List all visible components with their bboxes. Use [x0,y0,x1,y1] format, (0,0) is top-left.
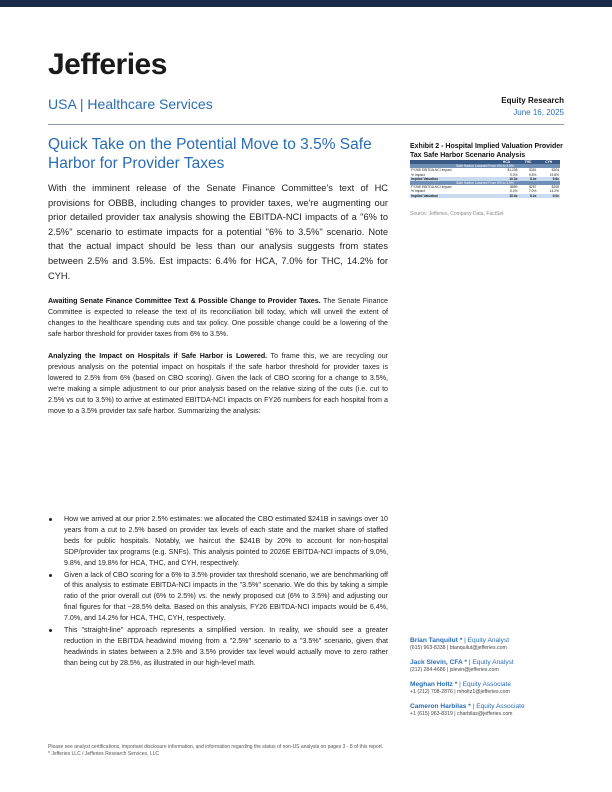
row-label: Implied Valuation [410,177,494,181]
table-cell: 9.0% [509,172,518,177]
analyst-contact[interactable]: +1 (615) 963-8319 | charbilas@jefferies.com [410,711,513,717]
header-cell: HCA [494,160,518,164]
row-label: FY26E EBITDA-NCI Impact [411,185,452,190]
table-cell: 8.4x [519,177,538,181]
analyst-entry [410,702,570,718]
table-cell: $351 [529,168,537,173]
exhibit-table [410,160,560,198]
paragraph-analyzing-body: To frame this, we are recycling our previous analysis on the potential impact on hospitals if the safe harbor threshold for provider taxes is lowered to 2.5% from 6% (based on CBO scoring). Given the lack of CBO scoring for a change to 3.5%, we're making a simple adjustment to our prior analysis based on the relative sizing of the cuts (i.e. cut to 2.5% vs cut to 3.5%) to arrive at estimated EBITDA-NCI impacts on FY26 numbers for each hospital from a move to a 3.5% provider tax safe harbor. Summarizing the analysis: [48,352,388,415]
paragraph-analyzing [48,351,388,416]
header-cell: THC [519,160,538,164]
table-cell: 10.3x [494,177,518,181]
paragraph-awaiting [48,296,388,340]
disclaimer-line: * Jefferies LLC / Jefferies Research Services, LLC [48,751,159,757]
table-cell: $1,208 [507,168,518,173]
bullet-text: How we arrived at our prior 2.5% estimates: we allocated the CBO estimated $241B in savings over 10 years from a cut to 2.5% based on provider tax levels of each state and the market share of staffed beds for public hospitals. Notably, we haircut the $241B by 20% to account for non-hospital SDP/provider tax programs (e.g. SNFs). This analysis pointed to 2026E EBITDA-NCI impacts of 9.0%, 9.8%, and 19.8% for HCA, THC, and CYH, respectively. [64,515,388,567]
analyst-contact[interactable]: (212) 284-4686 | jslevin@jefferies.com [410,667,499,673]
row-label: % Impact [411,172,425,177]
section-label: Safe Harbor Lowered From 6% to 3.5% [410,181,560,185]
table-cell: 19.8% [549,172,559,177]
row-label: Implied Valuation [410,194,494,198]
bullet-text: Given a lack of CBO scoring for a 6% to 3.5% provider tax threshold scenario, we are benchmarking off of this analysis to estimate EBITDA-NCI impacts in the "3.5%" scenario. We do this by taking a simple ratio of the prior overall cut (6% to 2.5%) vs. the newly proposed cut (6% to 3.5%) and adjusting our final figures for that ~28.5% delta. Based on this analysis, FY26 EBITDA-NCI impacts would be 6.4%, 7.0%, and 14.2% for HCA, THC, CYH, respectively. [64,570,388,623]
table-cell: 9.8% [528,172,537,177]
table-cell: 8.2x [519,194,538,198]
header-divider [48,124,564,125]
table-row [410,194,560,198]
disclaimer-line: Please see analyst certifications, important disclosure information, and information regarding the status of non-US analysts on pages 3 - 8 of this report. [48,744,384,750]
jefferies-logo: Jefferies [48,48,167,81]
table-cell: $208 [551,185,559,190]
disclaimer [48,744,564,758]
exhibit-source: Source: Jefferies, Company Data, FactSet [410,211,504,217]
analyst-list [410,636,570,724]
analyst-entry [410,680,570,696]
paragraph-awaiting-body: The Senate Finance Committee is expected to release the text of its reconciliation bill today, which will unveil the extent of changes to the healthcare spending cuts and tax policy. One possible change could be a lowering of the safe harbor threshold for provider taxes from 6% to 3.5%. [48,297,388,338]
bullet-dot-icon [49,629,52,632]
report-date: June 16, 2025 [513,108,564,117]
analyst-name: Meghan Holtz * [410,681,458,688]
report-title: Quick Take on the Potential Move to 3.5% Safe Harbor for Provider Taxes [48,136,372,172]
table-cell: 9.0x [537,194,560,198]
paragraph-awaiting-heading: Awaiting Senate Finance Committee Text & Possible Change to Provider Taxes. [48,297,321,305]
analyst-name: Jack Slevin, CFA * [410,659,467,666]
analyst-role: | Equity Analyst [468,659,514,666]
analyst-entry [410,636,570,652]
analyst-name: Brian Tanquilut * [410,637,463,644]
bullet-dot-icon [49,518,52,521]
bullet-dot-icon [49,574,52,577]
paragraph-analyzing-heading: Analyzing the Impact on Hospitals if Safe Harbor is Lowered. [48,352,268,360]
table-cell: $304 [551,168,559,173]
table-cell: $257 [529,185,537,190]
exhibit-title: Exhibit 2 - Hospital Implied Valuation Provider Tax Safe Harbor Scenario Analysis [410,143,563,159]
table-cell: $859 [510,185,518,190]
table-cell: 14.2% [549,189,559,194]
table-cell: 9.6x [537,177,560,181]
analyst-entry [410,658,570,674]
analyst-role: | Equity Associate [472,703,525,710]
table-cell: 10.0x [494,194,518,198]
table-cell: 6.4% [509,189,518,194]
sector-label: USA | Healthcare Services [48,96,213,112]
header-cell: CYH [537,160,560,164]
row-label: FY26E EBITDA-NCI Impact [411,168,452,173]
row-label: % Impact [411,189,425,194]
top-bar [0,0,612,7]
bullet-item [48,625,388,669]
bullet-item [48,514,388,569]
table-cell: 7.0% [528,189,537,194]
analyst-contact[interactable]: (615) 963-8338 | btanquilut@jefferies.com [410,645,507,651]
section-label: Safe Harbor Lowered From 6% to 2.5% [410,164,560,168]
bullet-text: This "straight-line" approach represents a simplified version. In reality, we should see a greater reduction in the EBITDA headwind moving from a "2.5%" scenario to a "3.5%" scenario, given that headwinds in states between a 2.5% and 3.5% provider tax level would actually move to zero rather than being cut by 28.5%, as illustrated in our high-level math. [64,626,388,667]
analyst-role: | Equity Associate [459,681,512,688]
bullet-item [48,570,388,625]
analyst-role: | Equity Analyst [464,637,510,644]
lead-paragraph: With the imminent release of the Senate Finance Committee's text of HC provisions for OBBB, including changes to provider taxes, we're augmenting our prior detailed provider tax analysis showing the EBITDA-NCI impacts of a "6% to 2.5%" scenario to estimate impacts for a potential "6% to 3.5%" scenario. Note that the actual impact should be less than our analysis suggests from states between 2.5% and 3.5%. Est impacts: 6.4% for HCA, 7.0% for THC, 14.2% for CYH. [48,183,388,281]
analyst-contact[interactable]: +1 (212) 708-2876 | mholtz1@jefferies.com [410,689,510,695]
analyst-name: Cameron Harbilas * [410,703,471,710]
report-type: Equity Research [501,96,564,105]
analysis-bullets [48,514,388,670]
